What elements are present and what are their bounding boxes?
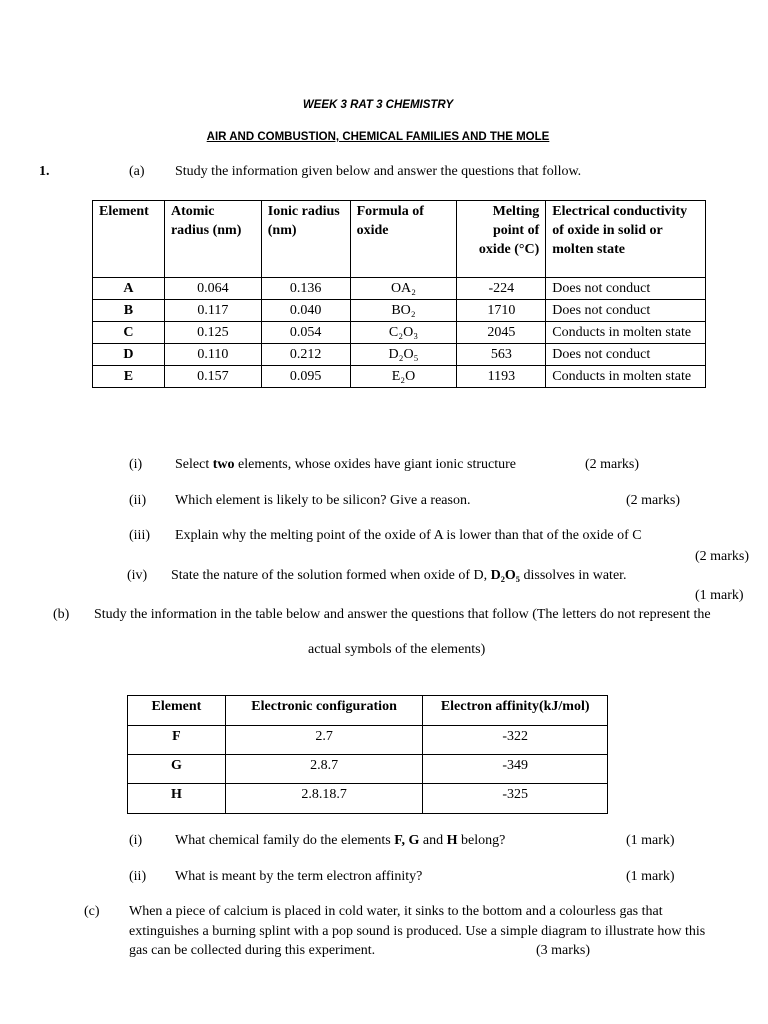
column-header: Ionic radius (nm) xyxy=(261,201,350,278)
q-b-ii-label: (ii) xyxy=(129,869,147,884)
page-title: WEEK 3 RAT 3 CHEMISTRY xyxy=(302,99,454,111)
q-a-iii-text: Explain why the melting point of the oxide of A is lower than that of the oxide of C xyxy=(175,528,642,543)
marks-label: (2 marks) xyxy=(585,457,640,472)
column-header: Melting point of oxide (°C) xyxy=(457,201,546,278)
column-header: Element xyxy=(128,696,226,726)
table-cell: BO₂ xyxy=(350,300,457,322)
q-a-ii-label: (ii) xyxy=(129,493,147,508)
q-b-i-text: What chemical family do the elements F, G and H belong? xyxy=(175,833,506,848)
column-header: Electron affinity(kJ/mol) xyxy=(423,696,608,726)
table-cell: Does not conduct xyxy=(546,278,706,300)
table-cell: 0.040 xyxy=(261,300,350,322)
table-cell: E xyxy=(93,366,165,388)
table-cell: 0.157 xyxy=(164,366,261,388)
marks-label: (2 marks) xyxy=(626,493,681,508)
table-row xyxy=(128,784,608,814)
table-cell: H xyxy=(128,784,226,814)
table-cell: -322 xyxy=(423,726,608,755)
table-cell: OA₂ xyxy=(350,278,457,300)
column-header: Electronic configuration xyxy=(225,696,423,726)
q-b-ii-text: What is meant by the term electron affinity? xyxy=(175,869,423,884)
part-c-label: (c) xyxy=(84,904,100,919)
table-cell: 0.110 xyxy=(164,344,261,366)
table-cell: 0.136 xyxy=(261,278,350,300)
table-cell: B xyxy=(93,300,165,322)
table-cell: Conducts in molten state xyxy=(546,322,706,344)
table-cell: 0.095 xyxy=(261,366,350,388)
table-cell: E₂O xyxy=(350,366,457,388)
table-cell: 0.054 xyxy=(261,322,350,344)
q-a-iv-label: (iv) xyxy=(127,568,148,583)
table-cell: 0.125 xyxy=(164,322,261,344)
table-cell: D₂O₅ xyxy=(350,344,457,366)
table-row xyxy=(128,755,608,784)
part-c-text-line1: When a piece of calcium is placed in cold water, it sinks to the bottom and a colourless gas that xyxy=(129,904,663,919)
marks-label: (3 marks) xyxy=(536,943,591,958)
table-cell: C₂O₃ xyxy=(350,322,457,344)
table-row xyxy=(93,366,706,388)
table-cell: Conducts in molten state xyxy=(546,366,706,388)
table-cell: D xyxy=(93,344,165,366)
column-header: Atomic radius (nm) xyxy=(164,201,261,278)
q-a-iii-label: (iii) xyxy=(129,528,150,543)
table-row xyxy=(93,344,706,366)
q-b-i-label: (i) xyxy=(129,833,143,848)
q-a-ii-text: Which element is likely to be silicon? Give a reason. xyxy=(175,493,471,508)
table-cell: F xyxy=(128,726,226,755)
table-cell: Does not conduct xyxy=(546,344,706,366)
marks-label: (1 mark) xyxy=(626,869,675,884)
table-header-row xyxy=(128,696,608,726)
column-header: Element xyxy=(93,201,165,278)
column-header: Formula of oxide xyxy=(350,201,457,278)
table-row xyxy=(93,300,706,322)
marks-label: (1 mark) xyxy=(695,588,744,603)
part-c-text-line3: gas can be collected during this experiment. xyxy=(129,943,376,958)
column-header: Electrical conductivity of oxide in solid or molten state xyxy=(546,201,706,278)
q-a-i-text: Select two elements, whose oxides have giant ionic structure xyxy=(175,457,516,472)
table-cell: -224 xyxy=(457,278,546,300)
table-cell: 563 xyxy=(457,344,546,366)
table-header-row xyxy=(93,201,706,278)
table-cell: G xyxy=(128,755,226,784)
part-c-text-line2: extinguishes a burning splint with a pop sound is produced. Use a simple diagram to illustrate how this xyxy=(129,924,706,939)
table-cell: Does not conduct xyxy=(546,300,706,322)
table-cell: 2.8.18.7 xyxy=(225,784,423,814)
table-cell: 0.064 xyxy=(164,278,261,300)
table-cell: 0.117 xyxy=(164,300,261,322)
table-cell: 2.8.7 xyxy=(225,755,423,784)
table-cell: -325 xyxy=(423,784,608,814)
q-a-iv-text: State the nature of the solution formed when oxide of D, D₂O₅ dissolves in water. xyxy=(171,568,627,583)
table-cell: 0.212 xyxy=(261,344,350,366)
part-b-text-line2: actual symbols of the elements) xyxy=(308,642,486,657)
part-a-label: (a) xyxy=(129,164,145,179)
table-cell: C xyxy=(93,322,165,344)
table-cell: -349 xyxy=(423,755,608,784)
question-number: 1. xyxy=(39,164,50,179)
electron-affinity-table xyxy=(127,695,608,814)
table-cell: A xyxy=(93,278,165,300)
table-row xyxy=(93,278,706,300)
table-row xyxy=(128,726,608,755)
table-cell: 2045 xyxy=(457,322,546,344)
marks-label: (1 mark) xyxy=(626,833,675,848)
table-row xyxy=(93,322,706,344)
part-a-text: Study the information given below and answer the questions that follow. xyxy=(175,164,582,179)
marks-label: (2 marks) xyxy=(695,549,750,564)
page-subtitle: AIR AND COMBUSTION, CHEMICAL FAMILIES AND THE MOLE xyxy=(206,131,550,143)
table-cell: 1193 xyxy=(457,366,546,388)
table-cell: 2.7 xyxy=(225,726,423,755)
part-b-label: (b) xyxy=(53,607,70,622)
table-cell: 1710 xyxy=(457,300,546,322)
q-a-i-label: (i) xyxy=(129,457,143,472)
part-b-text-line1: Study the information in the table below and answer the questions that follow (The letters do not represent the xyxy=(94,607,711,622)
oxides-table xyxy=(92,200,706,388)
